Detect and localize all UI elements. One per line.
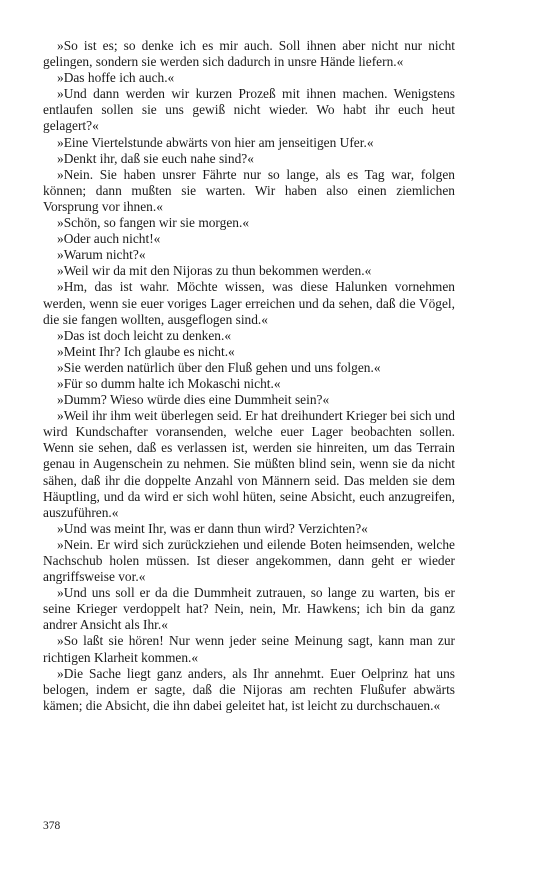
paragraph: »Hm, das ist wahr. Möchte wissen, was diese Halunken vornehmen werden, wenn sie euer voriges Lager erreichen und da sehen, daß die Vögel, die sie fangen wollten, ausgeflogen sind.« xyxy=(43,279,455,327)
paragraph: »Für so dumm halte ich Mokaschi nicht.« xyxy=(57,375,281,391)
paragraph: »Die Sache liegt ganz anders, als Ihr annehmt. Euer Oelprinz hat uns belogen, indem er sagte, daß die Nijoras am rechten Flußufer abwärts kämen; die Absicht, die ihn dabei geleitet hat, ist leicht zu durchschauen.« xyxy=(43,665,455,713)
paragraph: »Weil ihr ihm weit überlegen seid. Er hat dreihundert Krieger bei sich und wird Kundschafter voransenden, welche euer Lager beobachten sollen. Wenn sie sehen, daß es verlassen ist, werden sie hinreiten, um das Terrain genau in Augenschein zu nehmen. Sie müßten blind sein, wenn sie da nicht sähen, daß ihr die doppelte Anzahl von Männern seid. Das melden sie dem Häuptling, und da wird er sich wohl hüten, seine Absicht, euch anzugreifen, auszuführen.« xyxy=(43,408,455,520)
paragraph: »Nein. Er wird sich zurückziehen und eilende Boten heimsenden, welche Nachschub holen müssen. Ist dieser angekommen, dann geht er wieder angriffsweise vor.« xyxy=(43,536,455,585)
paragraph: »Oder auch nicht!« xyxy=(57,231,161,247)
paragraph: »Sie werden natürlich über den Fluß gehen und uns folgen.« xyxy=(57,359,381,375)
paragraph: »Denkt ihr, daß sie euch nahe sind?« xyxy=(57,150,254,166)
page-number: 378 xyxy=(43,820,61,832)
paragraph: »So laßt sie hören! Nur wenn jeder seine Meinung sagt, kann man zur richtigen Klarheit kommen.« xyxy=(43,633,455,665)
paragraph: »Weil wir da mit den Nijoras zu thun bekommen werden.« xyxy=(57,263,372,279)
paragraph: »Und dann werden wir kurzen Prozeß mit ihnen machen. Wenigstens entlaufen sollen sie uns gewiß nicht wieder. Wo habt ihr euch heut gelagert?« xyxy=(43,86,455,134)
paragraph: »Und was meint Ihr, was er dann thun wird? Verzichten?« xyxy=(57,520,368,536)
paragraph: »Warum nicht?« xyxy=(57,247,146,263)
page-body xyxy=(43,38,455,714)
paragraph: »Das hoffe ich auch.« xyxy=(57,70,175,86)
paragraph: »Und uns soll er da die Dummheit zutrauen, so lange zu warten, bis er seine Krieger verdoppelt hat? Nein, nein, Mr. Hawkens; ich bin da ganz andrer Ansicht als Ihr.« xyxy=(43,585,455,633)
paragraph: »Schön, so fangen wir sie morgen.« xyxy=(57,215,250,231)
paragraph: »Dumm? Wieso würde dies eine Dummheit sein?« xyxy=(57,392,330,408)
paragraph: »Das ist doch leicht zu denken.« xyxy=(57,327,232,343)
paragraph: »Eine Viertelstunde abwärts von hier am jenseitigen Ufer.« xyxy=(57,134,374,150)
paragraph: »Nein. Sie haben unsrer Fährte nur so lange, als es Tag war, folgen können; dann mußten sie warten. Wir haben also einen ziemlichen Vorsprung vor ihnen.« xyxy=(43,166,455,214)
paragraph: »Meint Ihr? Ich glaube es nicht.« xyxy=(57,343,235,359)
paragraph: »So ist es; so denke ich es mir auch. Soll ihnen aber nicht nur nicht gelingen, sondern sie werden sich dadurch in unsre Hände liefern.« xyxy=(43,38,455,70)
